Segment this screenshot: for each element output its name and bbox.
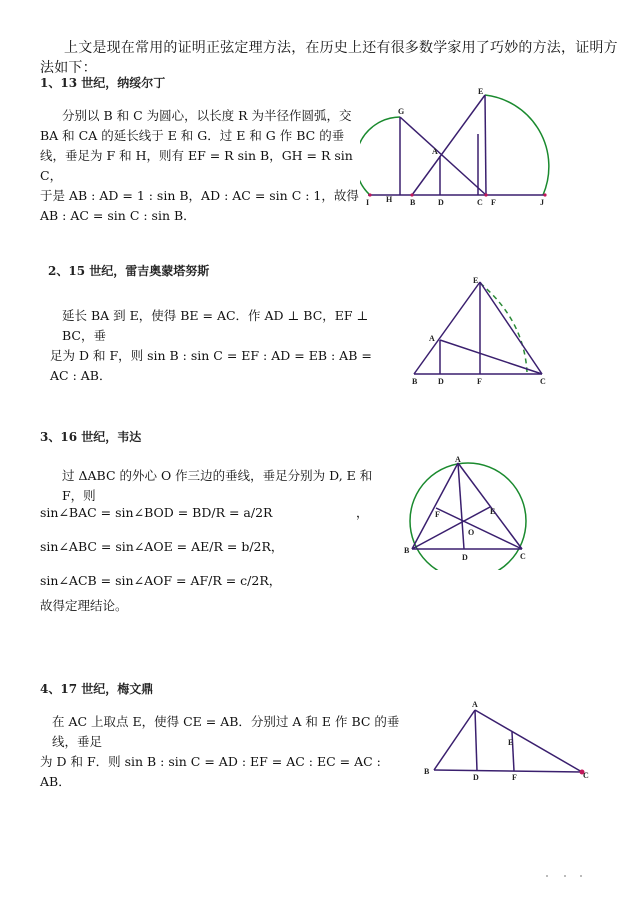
line-gc <box>400 117 486 195</box>
label-a: A <box>472 700 478 709</box>
line-ad <box>475 710 477 771</box>
label-o: O <box>468 528 475 537</box>
label-f: F <box>491 198 496 207</box>
line-be <box>412 95 485 195</box>
section-1-text <box>40 106 362 226</box>
label-g: G <box>398 107 405 116</box>
section-4-title: 4、17 世纪，梅文鼎 <box>40 682 154 696</box>
label-e: E <box>473 276 479 285</box>
decorative-dot <box>546 875 548 877</box>
section-3-intro: 过 ΔABC 的外心 O 作三边的垂线，垂足分别为 D, E 和 F，则 <box>62 468 373 503</box>
label-a: A <box>432 147 438 156</box>
s1-line-3: 线，垂足为 F 和 H，则有 EF = R sin B，GH = R sin C， <box>40 148 353 183</box>
label-d: D <box>473 773 479 782</box>
section-1-title: 1、13 世纪，纳绥尔丁 <box>40 76 166 90</box>
s3-trailing-comma: ， <box>356 505 369 520</box>
label-e: E <box>490 507 496 516</box>
label-c: C <box>540 377 546 386</box>
label-j: J <box>540 198 544 207</box>
figure-4-diagram <box>420 696 596 782</box>
circumcircle <box>410 463 526 570</box>
line-bc <box>434 770 582 772</box>
line-ad <box>458 463 464 549</box>
s3-line-3: sin∠ABC = sin∠AOE = AE/R = b/2R， <box>40 539 284 554</box>
label-i: I <box>366 198 370 207</box>
label-f: F <box>477 377 482 386</box>
s3-line-5: 故得定理结论。 <box>40 598 128 613</box>
section-2-title: 2、15 世纪，雷吉奥蒙塔努斯 <box>48 264 210 278</box>
figure-1-diagram <box>360 84 560 214</box>
s1-line-2: BA 和 CA 的延长线于 E 和 G．过 E 和 G 作 BC 的垂 <box>40 128 345 143</box>
s3-line-4: sin∠ACB = sin∠AOF = AF/R = c/2R， <box>40 573 282 588</box>
label-d: D <box>462 553 468 562</box>
figure-3-diagram <box>400 452 540 570</box>
figure-2-diagram <box>404 270 554 386</box>
decorative-dot <box>564 875 566 877</box>
s3-line-2: sin∠BAC = sin∠BOD = BD/R = a/2R <box>40 505 273 520</box>
label-e: E <box>508 738 514 747</box>
label-b: B <box>404 546 410 555</box>
line-ec <box>480 282 542 374</box>
label-b: B <box>424 767 430 776</box>
label-c: C <box>583 771 589 780</box>
label-a: A <box>455 455 461 464</box>
arc-c <box>485 95 549 195</box>
label-a: A <box>429 334 435 343</box>
line-ba <box>434 710 475 770</box>
dashed-arc <box>480 283 527 372</box>
label-f: F <box>435 510 440 519</box>
label-f: F <box>512 773 517 782</box>
line-ef <box>485 95 486 195</box>
s4-line-2: 为 D 和 F．则 sin B : sin C = AD : EF = AC : EC = AC : AB． <box>40 754 381 789</box>
decorative-dot <box>580 875 582 877</box>
s4-line-1: 在 AC 上取点 E，使得 CE = AB．分别过 A 和 E 作 BC 的垂线，垂足 <box>52 714 400 749</box>
label-e: E <box>478 87 484 96</box>
s1-line-4: 于是 AB : AD = 1 : sin B，AD : AC = sin C : 1，故得 <box>40 188 359 203</box>
line-ac <box>475 710 582 772</box>
section-4-text <box>40 712 412 792</box>
label-h: H <box>386 195 393 204</box>
label-d: D <box>438 198 444 207</box>
s2-line-2: 足为 D 和 F，则 sin B : sin C = EF : AD = EB : AB = AC : AB． <box>50 348 372 383</box>
s1-line-5: AB : AC = sin C : sin B． <box>40 208 196 223</box>
label-c: C <box>477 198 483 207</box>
label-b: B <box>410 198 416 207</box>
line-ac <box>440 340 542 374</box>
s1-line-1: 分别以 B 和 C 为圆心，以长度 R 为半径作圆弧，交 <box>62 108 352 123</box>
arc-b <box>360 117 400 195</box>
section-3-title: 3、16 世纪，韦达 <box>40 430 142 444</box>
label-d: D <box>438 377 444 386</box>
line-be <box>414 282 480 374</box>
label-c: C <box>520 552 526 561</box>
intro-paragraph: 上文是现在常用的证明正弦定理方法，在历史上还有很多数学家用了巧妙的方法，证明方法如下： <box>40 40 618 76</box>
section-2-text <box>50 306 382 386</box>
s2-line-1: 延长 BA 到 E，使得 BE = AC．作 AD ⊥ BC，EF ⊥ BC，垂 <box>62 308 369 343</box>
label-b: B <box>412 377 418 386</box>
